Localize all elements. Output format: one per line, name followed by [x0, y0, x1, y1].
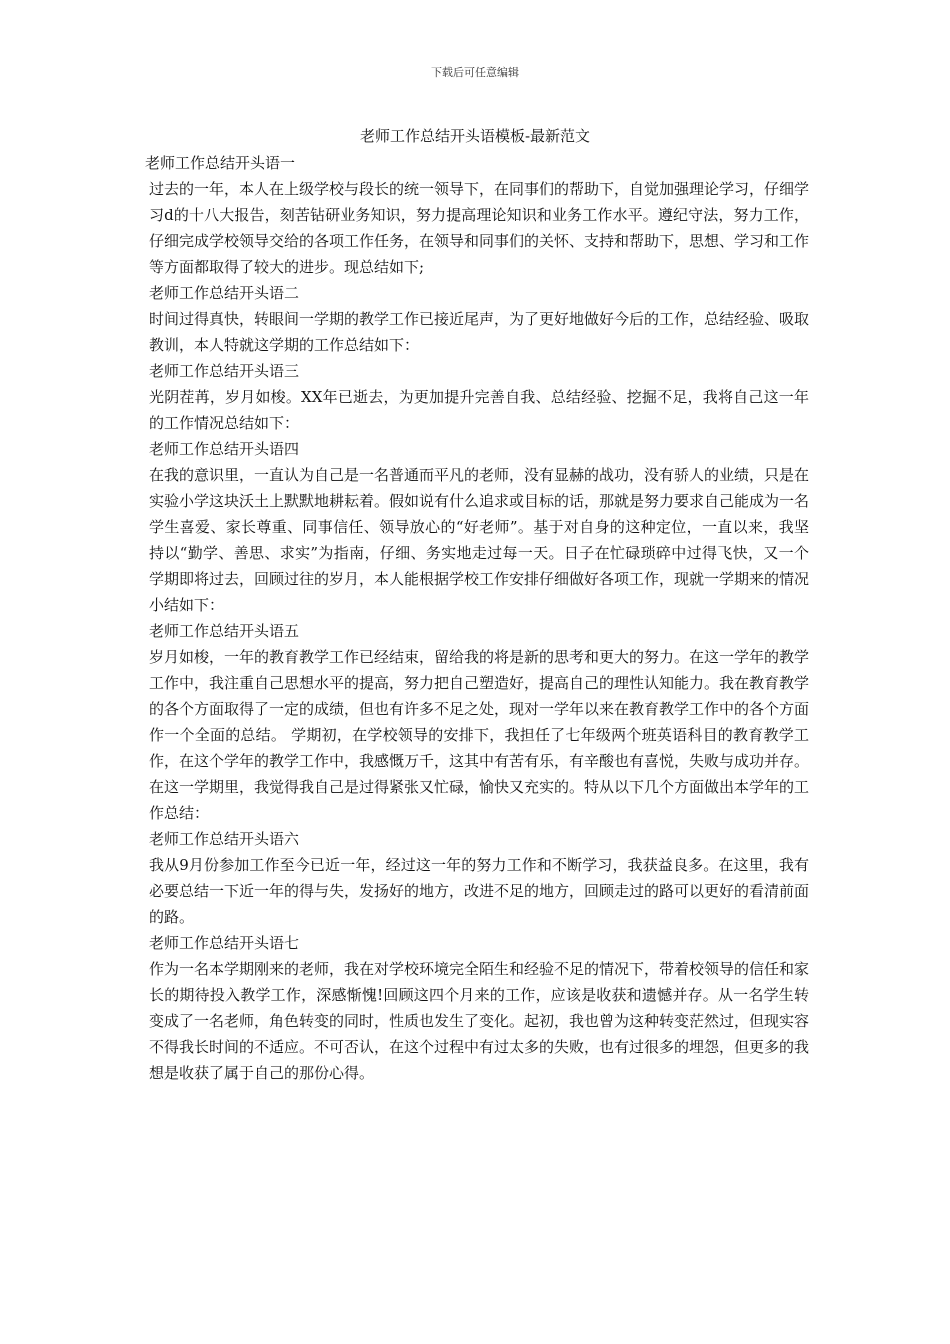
- section-heading: 老师工作总结开头语六: [149, 830, 300, 848]
- section-heading: 老师工作总结开头语一: [145, 154, 296, 172]
- header-note: 下载后可任意编辑: [431, 66, 519, 79]
- section-paragraph: 我从9月份参加工作至今已近一年，经过这一年的努力工作和不断学习，我获益良多。在这里，我有必要总结一下近一年的得与失，发扬好的地方，改进不足的地方，回顾走过的路可以更好的看清前面的路。: [149, 856, 810, 926]
- section-paragraph: 作为一名本学期刚来的老师，我在对学校环境完全陌生和经验不足的情况下，带着校领导的信任和家长的期待投入教学工作，深感惭愧!回顾这四个月来的工作，应该是收获和遗憾并存。从一名学生转变成了一名老师，角色转变的同时，性质也发生了变化。起初，我也曾为这种转变茫然过，但现实容不得我长时间的不适应。不可否认，在这个过程中有过太多的失败，也有过很多的埋怨，但更多的我想是收获了属于自己的那份心得。: [149, 960, 810, 1082]
- section-heading: 老师工作总结开头语四: [149, 440, 300, 458]
- document-body: [145, 150, 809, 1086]
- section-heading: 老师工作总结开头语七: [149, 934, 300, 952]
- section-heading: 老师工作总结开头语五: [149, 622, 300, 640]
- section-heading: 老师工作总结开头语三: [149, 362, 300, 380]
- section-heading: 老师工作总结开头语二: [149, 284, 300, 302]
- document-title: 老师工作总结开头语模板-最新范文: [359, 127, 591, 145]
- section-paragraph: 岁月如梭，一年的教育教学工作已经结束，留给我的将是新的思考和更大的努力。在这一学年的教学工作中，我注重自己思想水平的提高，努力把自己塑造好，提高自己的理性认知能力。我在教育教学的各个方面取得了一定的成绩，但也有许多不足之处，现对一学年以来在教育教学工作中的各个方面作一个全面的总结。 学期初，在学校领导的安排下，我担任了七年级两个班英语科目的教育教学工作，在这个学年的教学工作中，我感慨万千，这其中有苦有乐，有辛酸也有喜悦，失败与成功并存。在这一学期里，我觉得我自己是过得紧张又忙碌，愉快又充实的。特从以下几个方面做出本学年的工作总结：: [149, 648, 810, 822]
- section-paragraph: 过去的一年，本人在上级学校与段长的统一领导下，在同事们的帮助下，自觉加强理论学习，仔细学习d的十八大报告，刻苦钻研业务知识，努力提高理论知识和业务工作水平。遵纪守法，努力工作，仔细完成学校领导交给的各项工作任务，在领导和同事们的关怀、支持和帮助下，思想、学习和工作等方面都取得了较大的进步。现总结如下;: [149, 180, 810, 276]
- section-paragraph: 在我的意识里，一直认为自己是一名普通而平凡的老师，没有显赫的战功，没有骄人的业绩，只是在实验小学这块沃土上默默地耕耘着。假如说有什么追求或目标的话，那就是努力要求自己能成为一名学生喜爱、家长尊重、同事信任、领导放心的“好老师”。基于对自身的这种定位，一直以来，我坚持以“勤学、善思、求实”为指南，仔细、务实地走过每一天。日子在忙碌琐碎中过得飞快，又一个学期即将过去，回顾过往的岁月，本人能根据学校工作安排仔细做好各项工作，现就一学期来的情况小结如下：: [149, 466, 810, 614]
- section-paragraph: 时间过得真快，转眼间一学期的教学工作已接近尾声，为了更好地做好今后的工作，总结经验、吸取教训，本人特就这学期的工作总结如下：: [149, 310, 810, 354]
- section-paragraph: 光阴茬苒，岁月如梭。XX年已逝去，为更加提升完善自我、总结经验、挖掘不足，我将自己这一年的工作情况总结如下：: [149, 388, 809, 432]
